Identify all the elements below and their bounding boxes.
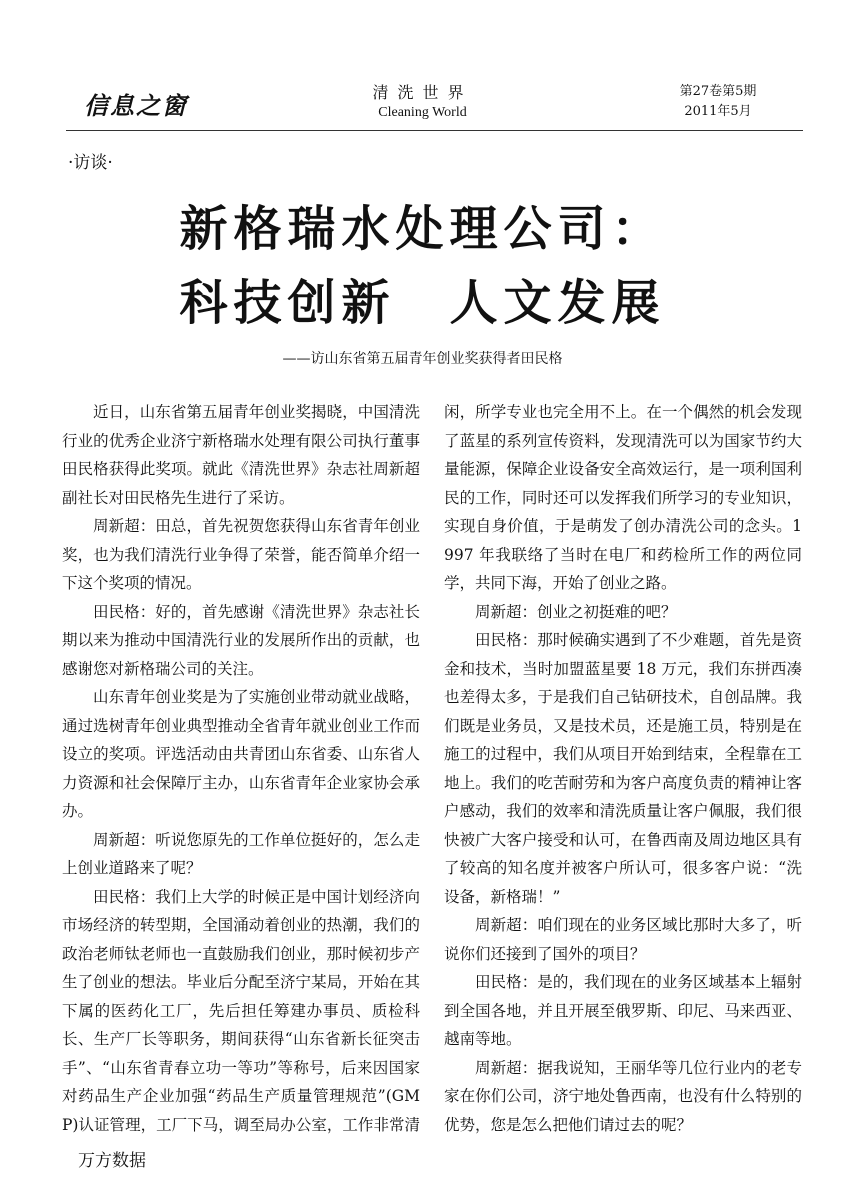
issue-date: 2011年5月 <box>684 104 752 119</box>
article-body <box>62 398 802 1139</box>
title-line-1: 新格瑞水处理公司： <box>179 201 666 257</box>
column-name: 信息之窗 <box>84 91 188 120</box>
journal-masthead <box>340 80 505 121</box>
paragraph: 周新超：田总，首先祝贺您获得山东省青年创业奖，也为我们清洗行业争得了荣誉，能否简单介绍一下这个奖项的情况。 <box>62 517 420 592</box>
article-title <box>0 192 845 340</box>
paragraph: 山东青年创业奖是为了实施创业带动就业战略，通过选树青年创业典型推动全省青年就业创业工作而设立的奖项。评选活动由共青团山东省委、山东省人力资源和社会保障厅主办，山东省青年企业家协会承办。 <box>62 688 420 820</box>
article-subtitle: ——访山东省第五届青年创业奖获得者田民格 <box>282 351 563 367</box>
paragraph: 周新超：听说您原先的工作单位挺好的，怎么走上创业道路来了呢？ <box>62 830 420 877</box>
paragraph: 近日，山东省第五届青年创业奖揭晓，中国清洗行业的优秀企业济宁新格瑞水处理有限公司执行董事田民格获得此奖项。就此《清洗世界》杂志社周新超副社长对田民格先生进行了采访。 <box>62 403 420 507</box>
footer-watermark: 万方数据 <box>78 1151 146 1171</box>
volume-issue: 第27卷第5期 <box>679 84 757 99</box>
title-line-2: 科技创新 人文发展 <box>179 275 666 331</box>
paragraph: 田民格：是的，我们现在的业务区域基本上辐射到全国各地，并且开展至俄罗斯、印尼、马来西亚、越南等地。 <box>444 973 802 1048</box>
issue-info <box>668 82 768 122</box>
journal-name-cn: 清洗世界 <box>372 83 473 102</box>
journal-name-en: Cleaning World <box>378 105 467 120</box>
paragraph: 田民格：好的，首先感谢《清洗世界》杂志社长期以来为推动中国清洗行业的发展所作出的贡献，也感谢您对新格瑞公司的关注。 <box>62 602 420 678</box>
header-divider <box>66 130 803 131</box>
paragraph: 周新超：据我说知，王丽华等几位行业内的老专家在你们公司，济宁地处鲁西南，也没有什么特别的优势，您是怎么把他们请过去的呢？ <box>444 1058 802 1134</box>
paragraph: 周新超：创业之初挺难的吧？ <box>475 602 677 621</box>
paragraph: 田民格：那时候确实遇到了不少难题，首先是资金和技术，当时加盟蓝星要 18 万元，我们东拼西凑也差得太多，于是我们自己钻研技术，自创品牌。我们既是业务员，又是技术员，还是施工员，特别是在施工的过程中，我们从项目开始到结束，全程靠在工地上。我们的吃苦耐劳和为客户高度负责的精神让客户感动，我们的效率和清洗质量让客户佩服，我们很快被广大客户接受和认可，在鲁西南及周边地区具有了较高的知名度并被客户所认可，很多客户说：“洗设备，新格瑞！” <box>444 631 802 906</box>
paragraph: 田民格：我们上大学的时候正是中国计划经济向市场经济的转型期，全国涌动着创业的热潮，我们的政治老师钛老师也一直鼓励我们创业，那时候初步产生了创业的想法。毕业后分配至济宁某局，开始在其下属的医药化工厂，先后担任筹建办事员、质检科长、生产厂长等职务，期间获得“山东省新长征突击手”、“山东省青春立功一等功”等称号，后来因国家对药品生产企业加强“药品生产质量管理规范”(GMP)认证管理，工厂下马，调至局办公室，工作非常清闲，所学专业也完全用不上。在一个偶然的机会发现了蓝星的系列宣传资料，发现清洗可以为国家节约大量能源，保障企业设备安全高效运行，是一项利国利民的工作，同时还可以发挥我们所学习的专业知识，实现自身价值，于是萌发了创办清洗公司的念头。1997 年我联络了当时在电厂和药检所工作的两位同学，共同下海，开始了创业之路。 <box>62 403 802 1134</box>
section-label: ·访谈· <box>68 153 113 173</box>
paragraph: 周新超：咱们现在的业务区域比那时大多了，听说你们还接到了国外的项目？ <box>444 916 802 963</box>
